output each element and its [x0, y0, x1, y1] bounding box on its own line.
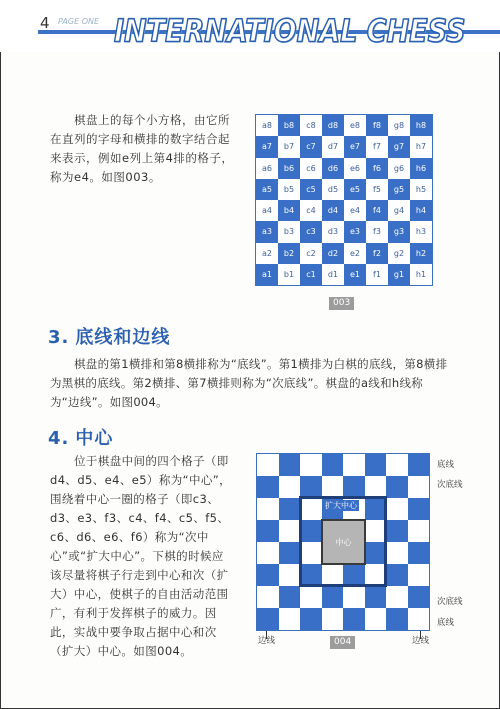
board-square: [257, 476, 279, 498]
extended-center-label: 扩大中心: [325, 501, 357, 510]
board-square: [365, 586, 387, 608]
board-square: [279, 498, 301, 520]
square-d4: d4: [322, 200, 344, 221]
square-d2: d2: [322, 243, 344, 264]
square-e5: e5: [344, 179, 366, 200]
square-f2: f2: [366, 243, 388, 264]
square-a2: a2: [256, 243, 278, 264]
square-c8: c8: [300, 115, 322, 136]
square-a8: a8: [256, 115, 278, 136]
square-b4: b4: [278, 200, 300, 221]
header-subtitle: PAGE ONE: [58, 17, 100, 26]
square-g6: g6: [388, 158, 410, 179]
square-f5: f5: [366, 179, 388, 200]
board-square: [257, 542, 279, 564]
square-e6: e6: [344, 158, 366, 179]
square-h3: h3: [410, 221, 432, 242]
board-square: [257, 498, 279, 520]
square-a3: a3: [256, 221, 278, 242]
board-square: [386, 454, 408, 476]
board-square: [257, 520, 279, 542]
board-square: [279, 454, 301, 476]
section-4-paragraph: 位于棋盘中间的四个格子（即d4、d5、e4、e5）称为“中心”，围绕着中心一圈的格子（即c3、d3、e3、f3、c4、f4、c5、f5、c6、d6、e6、f6）称为“次中心”或“扩大中心”。下棋的时候应该尽量将棋子行走到中心和次（扩大）中心，使棋子的自由活动范围广，有利于发挥棋子的威力。因此，实战中要争取占据中心和次（扩大）中心。如图004。: [50, 454, 232, 658]
square-b2: b2: [278, 243, 300, 264]
square-c5: c5: [300, 179, 322, 200]
square-f3: f3: [366, 221, 388, 242]
label-top-baseline: 底线: [437, 460, 455, 470]
square-b1: b1: [278, 264, 300, 285]
figure-003-label: 003: [329, 297, 354, 310]
square-b7: b7: [278, 136, 300, 157]
square-c4: c4: [300, 200, 322, 221]
square-f8: f8: [366, 115, 388, 136]
board-square: [257, 454, 279, 476]
square-a1: a1: [256, 264, 278, 285]
board-square: [279, 542, 301, 564]
board-square: [300, 476, 322, 498]
board-square: [300, 454, 322, 476]
square-b6: b6: [278, 158, 300, 179]
section-3-heading: [48, 323, 170, 349]
board-square: [386, 520, 408, 542]
label-left-edge: 边线: [258, 636, 276, 646]
chessboard-coordinates: [255, 114, 433, 286]
square-e3: e3: [344, 221, 366, 242]
board-square: [408, 564, 430, 586]
square-g7: g7: [388, 136, 410, 157]
center-square: [321, 519, 366, 565]
square-h1: h1: [410, 264, 432, 285]
board-square: [365, 454, 387, 476]
square-a6: a6: [256, 158, 278, 179]
square-e8: e8: [344, 115, 366, 136]
square-h6: h6: [410, 158, 432, 179]
square-h2: h2: [410, 243, 432, 264]
square-c3: c3: [300, 221, 322, 242]
board-square: [257, 564, 279, 586]
square-h7: h7: [410, 136, 432, 157]
square-e7: e7: [344, 136, 366, 157]
square-a4: a4: [256, 200, 278, 221]
square-b5: b5: [278, 179, 300, 200]
board-square: [300, 608, 322, 630]
intro-paragraph: 棋盘上的每个小方格，由它所在直列的字母和横排的数字结合起来表示，例如e列上第4排的格子，称为e4。如图003。: [50, 113, 234, 184]
board-square: [322, 454, 344, 476]
board-square: [279, 608, 301, 630]
board-square: [365, 608, 387, 630]
board-square: [408, 586, 430, 608]
square-d5: d5: [322, 179, 344, 200]
label-right-edge: 边线: [412, 636, 430, 646]
board-square: [300, 586, 322, 608]
board-square: [343, 476, 365, 498]
square-e4: e4: [344, 200, 366, 221]
board-square: [257, 608, 279, 630]
square-c6: c6: [300, 158, 322, 179]
square-d8: d8: [322, 115, 344, 136]
board-square: [386, 498, 408, 520]
square-b3: b3: [278, 221, 300, 242]
square-e2: e2: [344, 243, 366, 264]
square-g1: g1: [388, 264, 410, 285]
board-square: [343, 454, 365, 476]
square-h8: h8: [410, 115, 432, 136]
board-square: [386, 476, 408, 498]
square-g2: g2: [388, 243, 410, 264]
board-square: [279, 476, 301, 498]
square-d3: d3: [322, 221, 344, 242]
figure-004-label: 004: [330, 636, 355, 649]
square-c2: c2: [300, 243, 322, 264]
section-3-title: 底线和边线: [75, 327, 171, 348]
square-a7: a7: [256, 136, 278, 157]
square-e1: e1: [344, 264, 366, 285]
square-h4: h4: [410, 200, 432, 221]
square-b8: b8: [278, 115, 300, 136]
page-number: 4: [40, 14, 50, 32]
square-f1: f1: [366, 264, 388, 285]
board-square: [322, 586, 344, 608]
label-bottom-second-rank: 次底线: [437, 597, 463, 607]
board-square: [343, 608, 365, 630]
board-square: [322, 608, 344, 630]
square-c7: c7: [300, 136, 322, 157]
board-square: [279, 564, 301, 586]
board-square: [386, 608, 408, 630]
square-f6: f6: [366, 158, 388, 179]
board-square: [343, 586, 365, 608]
square-a5: a5: [256, 179, 278, 200]
square-g5: g5: [388, 179, 410, 200]
board-square: [386, 542, 408, 564]
square-d1: d1: [322, 264, 344, 285]
board-square: [257, 586, 279, 608]
board-square: [408, 476, 430, 498]
square-g4: g4: [388, 200, 410, 221]
center-label: 中心: [335, 537, 352, 547]
board-square: [408, 498, 430, 520]
square-c1: c1: [300, 264, 322, 285]
board-square: [279, 520, 301, 542]
square-d6: d6: [322, 158, 344, 179]
section-4-number: 4.: [48, 428, 70, 449]
label-top-second-rank: 次底线: [437, 480, 463, 490]
board-square: [365, 476, 387, 498]
board-square: [279, 586, 301, 608]
section-3-number: 3.: [48, 327, 70, 348]
header-title: INTERNATIONAL CHESS: [114, 14, 466, 50]
square-g8: g8: [388, 115, 410, 136]
board-square: [386, 586, 408, 608]
board-square: [386, 564, 408, 586]
board-square: [408, 520, 430, 542]
square-g3: g3: [388, 221, 410, 242]
section-4-heading: [48, 424, 113, 450]
board-square: [408, 542, 430, 564]
board-square: [322, 476, 344, 498]
section-3-paragraph: 棋盘的第1横排和第8横排称为“底线”。第1横排为白棋的底线，第8横排为黑棋的底线。第2横排、第7横排则称为“次底线”。棋盘的a线和h线称为“边线”。如图004。: [50, 357, 448, 409]
label-bottom-baseline: 底线: [437, 618, 455, 628]
board-square: [408, 608, 430, 630]
section-4-title: 中心: [75, 428, 114, 449]
square-f4: f4: [366, 200, 388, 221]
square-d7: d7: [322, 136, 344, 157]
square-h5: h5: [410, 179, 432, 200]
board-square: [408, 454, 430, 476]
square-f7: f7: [366, 136, 388, 157]
